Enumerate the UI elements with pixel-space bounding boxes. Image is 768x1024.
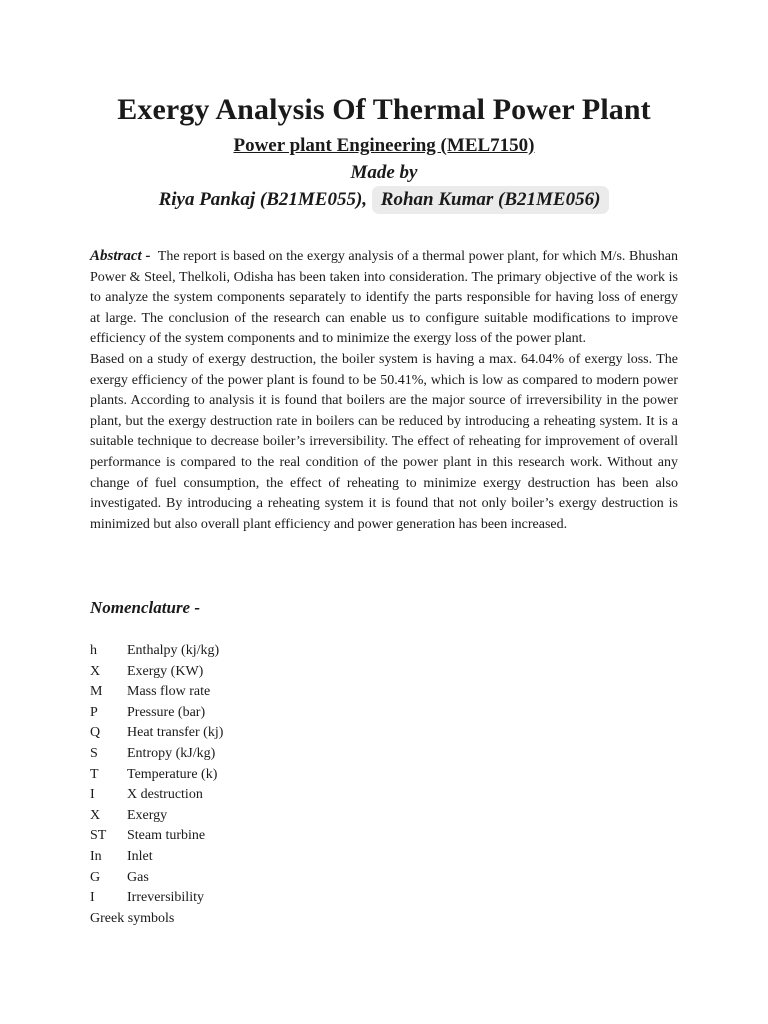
nomenclature-item	[90, 703, 490, 724]
nomenclature-meaning: Gas	[127, 869, 149, 885]
nomenclature-item	[90, 744, 490, 765]
nomenclature-meaning: Enthalpy (kj/kg)	[127, 643, 220, 658]
nomenclature-item	[90, 888, 490, 909]
nomenclature-meaning: Heat transfer (kj)	[127, 725, 224, 741]
author-1: Riya Pankaj (B21ME055),	[158, 189, 368, 210]
nomenclature-item	[90, 723, 490, 744]
nomenclature-symbol: In	[90, 848, 102, 864]
nomenclature-symbol: G	[90, 869, 101, 885]
page-title: Exergy Analysis Of Thermal Power Plant	[117, 93, 651, 126]
nomenclature-meaning: Mass flow rate	[127, 684, 211, 700]
abstract-section	[90, 246, 678, 535]
nomenclature-item	[90, 806, 490, 827]
greek-symbols-label: Greek symbols	[90, 910, 175, 926]
abstract-paragraph-2: Based on a study of exergy destruction, the boiler system is having a max. 64.04% of exergy loss. The exergy efficiency of the power plant is found to be 50.41%, which is low as compared to modern power plants. According to analysis it is found that boilers are the major source of irreversibility in the power plant, but the exergy destruction rate in boilers can be reduced by introducing a reheating system. It is a suitable technique to decrease boiler’s irreversibility. The effect of reheating for improvement of overall performance is compared to the real condition of the power plant in this research work. Without any change of fuel consumption, the effect of reheating to minimize exergy destruction has been also investigated. By introducing a reheating system it is found that not only boiler’s exergy destruction is minimized but also overall plant efficiency and power generation has been increased.	[90, 351, 678, 532]
nomenclature-meaning: Exergy (KW)	[127, 663, 204, 679]
nomenclature-meaning: Irreversibility	[127, 890, 204, 906]
nomenclature-meaning: Entropy (kJ/kg)	[127, 745, 216, 761]
nomenclature-item	[90, 662, 490, 683]
nomenclature-item	[90, 682, 490, 703]
nomenclature-meaning: X destruction	[127, 787, 203, 803]
nomenclature-symbol: I	[90, 787, 95, 803]
nomenclature-symbol: h	[90, 643, 97, 658]
abstract-paragraph-1	[90, 246, 678, 350]
nomenclature-item	[90, 765, 490, 786]
nomenclature-meaning: Pressure (bar)	[127, 704, 206, 720]
nomenclature-symbol: T	[90, 766, 99, 782]
course-subtitle: Power plant Engineering (MEL7150)	[233, 135, 535, 156]
nomenclature-meaning: Inlet	[127, 848, 153, 864]
abstract-text-1: The report is based on the exergy analysis of a thermal power plant, for which M/s. Bhushan Power & Steel, Thelkoli, Odisha has been taken into consideration. The primary objective of the work is to analyze the system components separately to identify the parts responsible for having loss of energy at large. The conclusion of the research can enable us to configure suitable modifications to improve efficiency of the system components and to minimize the exergy loss of the power plant.	[90, 249, 679, 347]
made-by-label: Made by	[350, 162, 418, 183]
nomenclature-symbol: P	[90, 704, 98, 720]
nomenclature-meaning: Steam turbine	[127, 828, 206, 844]
nomenclature-symbol: Q	[90, 725, 101, 741]
abstract-label: Abstract -	[90, 248, 151, 264]
nomenclature-item	[90, 868, 490, 889]
nomenclature-symbol: I	[90, 890, 95, 906]
author-2-highlighted: Rohan Kumar (B21ME056)	[372, 186, 610, 214]
nomenclature-item	[90, 641, 490, 662]
nomenclature-symbol: S	[90, 745, 98, 761]
nomenclature-item	[90, 847, 490, 868]
nomenclature-item	[90, 785, 490, 806]
nomenclature-heading: Nomenclature -	[90, 598, 201, 617]
nomenclature-symbol: M	[90, 684, 103, 700]
nomenclature-symbol: X	[90, 663, 101, 679]
nomenclature-list	[90, 641, 490, 929]
nomenclature-meaning: Exergy	[127, 807, 168, 823]
nomenclature-symbol: ST	[90, 828, 107, 844]
nomenclature-item	[90, 826, 490, 847]
nomenclature-meaning: Temperature (k)	[127, 766, 218, 782]
nomenclature-symbol: X	[90, 807, 101, 823]
authors-line	[0, 189, 768, 211]
